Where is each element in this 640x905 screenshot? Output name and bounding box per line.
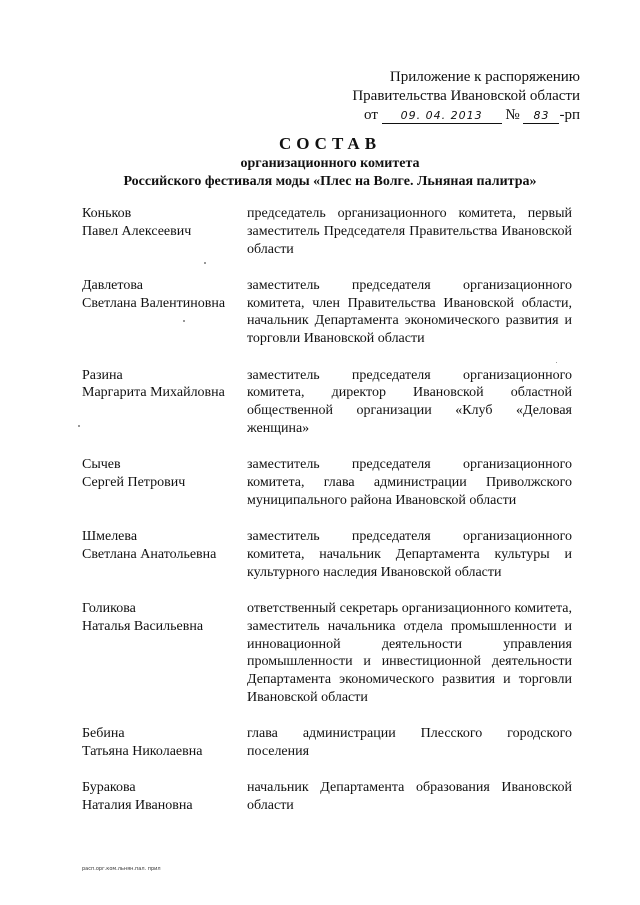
handwritten-number: 83 — [523, 108, 559, 124]
member-given-name: Павел Алексеевич — [82, 223, 192, 239]
member-name — [82, 600, 247, 707]
scan-speck — [204, 262, 206, 264]
file-code-footer: расп.орг.ком.льнян.пал. прил — [82, 866, 161, 872]
member-role: заместитель председателя организационного комитета, член Правительства Ивановской области, начальник Департамента экономического развития и торговли Ивановской области — [247, 277, 572, 347]
appendix-header — [300, 68, 580, 125]
scan-speck — [183, 320, 185, 322]
member-name — [82, 205, 247, 258]
document-title-block — [60, 133, 600, 191]
member-role: заместитель председателя организационного комитета, директор Ивановской областной общественной организации «Клуб «Деловая женщина» — [247, 367, 572, 436]
document-subtitle-1: организационного комитета — [240, 156, 420, 171]
member-surname: Коньков — [82, 206, 132, 221]
document-subtitle-2: Российского фестиваля моды «Плес на Волге. Льняная палитра» — [123, 174, 537, 189]
handwritten-date: 09. 04. 2013 — [382, 108, 502, 124]
member-given-name: Татьяна Николаевна — [82, 744, 203, 760]
member-role: ответственный секретарь организационного комитета, заместитель начальника отдела промышленности и инновационной деятельности управления промышленности и инвестиционной деятельности Департамента экономического развития и торговли Ивановской области — [247, 601, 572, 706]
member-name — [82, 277, 247, 348]
member-given-name: Наталия Ивановна — [82, 798, 193, 814]
number-label: № — [505, 107, 520, 123]
member-row — [82, 779, 572, 815]
member-given-name: Маргарита Михайловна — [82, 385, 225, 401]
committee-members-list — [82, 205, 572, 834]
member-row — [82, 205, 572, 258]
member-row — [82, 367, 572, 438]
scan-speck — [78, 425, 80, 427]
member-role: глава администрации Плесского городского поселения — [247, 726, 572, 760]
document-title: СОСТАВ — [278, 134, 382, 153]
member-row — [82, 528, 572, 581]
member-given-name: Светлана Анатольевна — [82, 546, 217, 562]
member-surname: Бебина — [82, 726, 125, 742]
member-role: заместитель председателя организационного комитета, глава администрации Приволжского муниципального района Ивановской области — [247, 457, 572, 508]
member-surname: Голикова — [82, 601, 136, 617]
number-suffix: -рп — [559, 107, 580, 123]
member-name — [82, 367, 247, 438]
member-role: начальник Департамента образования Ивановской области — [247, 780, 572, 814]
member-given-name: Наталья Васильевна — [82, 618, 204, 634]
member-surname: Буракова — [82, 780, 136, 796]
member-surname: Сычев — [82, 457, 121, 473]
member-role: председатель организационного комитета, первый заместитель Председателя Правительства Ивановской области — [247, 206, 572, 257]
member-name — [82, 725, 247, 761]
member-name — [82, 779, 247, 815]
appendix-line-1: Приложение к распоряжению — [389, 69, 580, 85]
from-label: от — [364, 107, 378, 123]
member-given-name: Светлана Валентиновна — [82, 295, 226, 311]
appendix-date-line — [300, 106, 580, 125]
member-name — [82, 456, 247, 509]
member-name — [82, 528, 247, 581]
appendix-line-2: Правительства Ивановской области — [352, 88, 580, 104]
member-row — [82, 600, 572, 707]
member-row — [82, 456, 572, 509]
member-row — [82, 725, 572, 761]
scan-speck — [556, 362, 557, 363]
member-surname: Разина — [82, 367, 123, 383]
member-role: заместитель председателя организационного комитета, начальник Департамента культуры и культурного наследия Ивановской области — [247, 529, 572, 580]
member-surname: Давлетова — [82, 277, 143, 293]
member-row — [82, 277, 572, 348]
member-surname: Шмелева — [82, 529, 138, 545]
member-given-name: Сергей Петрович — [82, 475, 186, 491]
